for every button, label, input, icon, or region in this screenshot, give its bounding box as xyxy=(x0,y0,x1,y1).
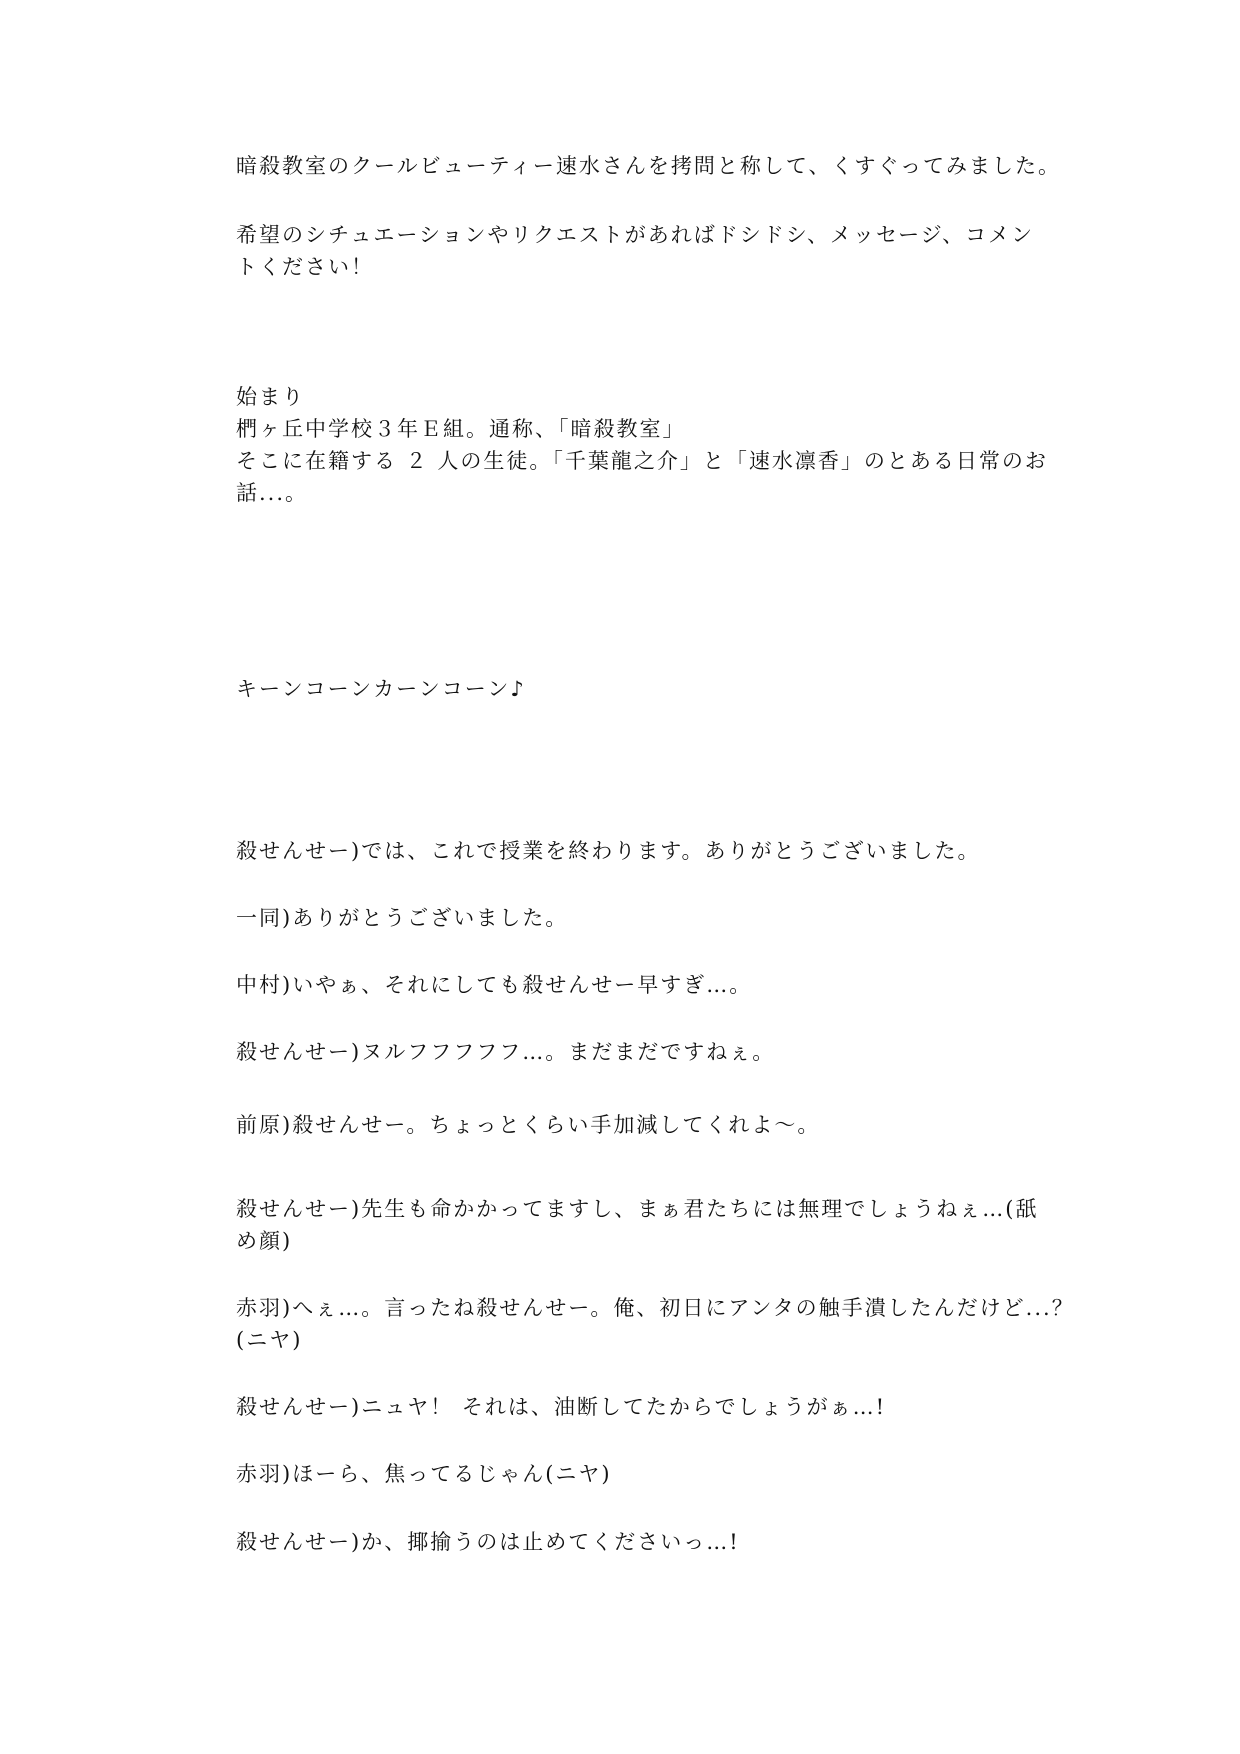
opening-heading: 始まり xyxy=(236,385,305,409)
dialogue-line: (ニヤ) xyxy=(236,1328,303,1352)
intro-line-2b: トください！ xyxy=(236,255,374,279)
dialogue-line: 殺せんせー)ニュヤ！ それは、油断してたからでしょうがぁ…! xyxy=(236,1395,887,1419)
dialogue-line: 赤羽)ほーら、焦ってるじゃん(ニヤ) xyxy=(236,1462,612,1486)
opening-line-2b: 話...。 xyxy=(236,481,309,505)
dialogue-line: 赤羽)へぇ…。言ったね殺せんせー。俺、初日にアンタの触手潰したんだけど...？ xyxy=(236,1296,1075,1320)
intro-line-2a: 希望のシチュエーションやリクエストがあればドシドシ、メッセージ、コメン xyxy=(236,223,1035,247)
dialogue-line: め顔) xyxy=(236,1229,293,1253)
bell-sound: キーンコーンカーンコーン♪ xyxy=(236,677,526,701)
dialogue-line: 殺せんせー)ヌルフフフフフ…。まだまだですねぇ。 xyxy=(236,1040,776,1064)
dialogue-line: 殺せんせー)か、揶揄うのは止めてくださいっ…! xyxy=(236,1530,740,1554)
dialogue-line: 中村)いやぁ、それにしても殺せんせー早すぎ…。 xyxy=(236,973,753,997)
dialogue-line: 殺せんせー)では、これで授業を終わります。ありがとうございました。 xyxy=(236,839,981,863)
opening-line-2a: そこに在籍する ２ 人の生徒。「千葉龍之介」と「速水凛香」のとある日常のお xyxy=(236,449,1048,473)
dialogue-line: 一同)ありがとうございました。 xyxy=(236,906,569,930)
intro-line-1: 暗殺教室のクールビューティー速水さんを拷問と称して、くすぐってみました。 xyxy=(236,154,1062,178)
dialogue-line: 殺せんせー)先生も命かかってますし、まぁ君たちには無理でしょうねぇ…(舐 xyxy=(236,1197,1039,1221)
dialogue-line: 前原)殺せんせー。ちょっとくらい手加減してくれよ〜。 xyxy=(236,1113,821,1137)
opening-line-1: 椚ヶ丘中学校３年Ｅ組。通称、「暗殺教室」 xyxy=(236,417,686,441)
